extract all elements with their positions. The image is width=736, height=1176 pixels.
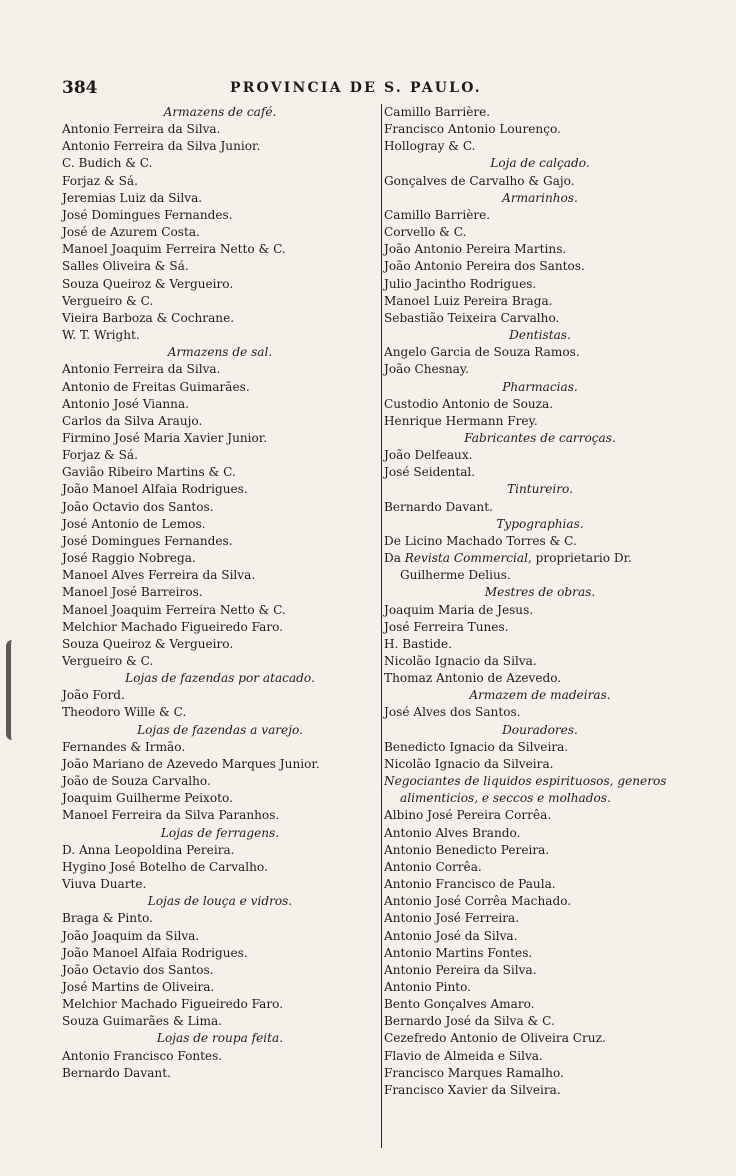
column-divider (381, 104, 382, 1148)
list-item: Joaquim Maria de Jesus. (384, 602, 534, 617)
list-item: C. Budich & C. (62, 156, 153, 171)
list-item (384, 550, 696, 567)
list-item: João Antonio Pereira Martins. (384, 242, 567, 257)
list-item: Manoel Joaquim Ferreira Netto & C. (62, 602, 286, 617)
list-item: H. Bastide. (384, 636, 453, 651)
list-item: João Mariano de Azevedo Marques Junior. (62, 756, 320, 771)
list-item: Albino José Pereira Corrêa. (384, 808, 552, 823)
list-item: Corvello & C. (384, 225, 467, 240)
list-item: Henrique Hermann Frey. (384, 413, 538, 428)
list-item-continuation: Guilherme Delius. (400, 568, 511, 583)
list-item: João Octavio dos Santos. (62, 499, 214, 514)
list-item: João Delfeaux. (384, 448, 473, 463)
list-item: Antonio José da Silva. (384, 928, 518, 943)
list-item: Thomaz Antonio de Azevedo. (384, 671, 562, 686)
list-item: João Chesnay. (384, 362, 469, 377)
list-item: Antonio Francisco de Paula. (384, 877, 556, 892)
section-title: Lojas de roupa feita. (156, 1031, 284, 1046)
section-title: Typographias. (496, 516, 584, 531)
list-item: Camillo Barrière. (384, 105, 491, 119)
list-item: Antonio Ferreira da Silva. (62, 122, 221, 137)
list-item: Custodio Antonio de Souza. (384, 396, 554, 411)
list-item: José Antonio de Lemos. (62, 516, 206, 531)
list-item: José Martins de Oliveira. (62, 979, 215, 994)
section-title: Lojas de louça e vidros. (147, 894, 293, 909)
list-item: Antonio Corrêa. (384, 859, 482, 874)
list-item: Firmino José Maria Xavier Junior. (62, 430, 268, 445)
page-number: 384 (62, 78, 98, 98)
list-item: José Domingues Fernandes. (62, 207, 233, 222)
list-item: José Alves dos Santos. (384, 705, 521, 720)
list-item: Francisco Antonio Lourenço. (384, 122, 561, 137)
right-column (384, 104, 696, 1099)
section-title: Lojas de fazendas a varejo. (137, 722, 303, 737)
list-item: Vergueiro & C. (62, 293, 154, 308)
section-title: Armazens de sal. (167, 345, 273, 360)
list-item: Antonio Ferreira da Silva Junior. (62, 139, 261, 154)
list-item: Julio Jacintho Rodrigues. (384, 276, 537, 291)
list-item: Manoel Joaquim Ferreira Netto & C. (62, 242, 286, 257)
list-item: Antonio Pereira da Silva. (384, 962, 537, 977)
list-item: Melchior Machado Figueiredo Faro. (62, 997, 284, 1012)
list-item: João Octavio dos Santos. (62, 962, 214, 977)
list-item: José Seidental. (384, 465, 476, 480)
binding-mark (6, 640, 25, 740)
section-title: Negociantes de liquidos espirituosos, generos alimenticios, e seccos e molhados. (384, 774, 667, 806)
list-item: Angelo Garcia de Souza Ramos. (384, 345, 580, 360)
list-item: Fernandes & Irmão. (62, 739, 186, 754)
list-item: Vieira Barboza & Cochrane. (62, 310, 235, 325)
list-item: Joaquim Guilherme Peixoto. (62, 791, 233, 806)
list-item: Vergueiro & C. (62, 654, 154, 668)
list-item: Souza Queiroz & Vergueiro. (62, 636, 234, 651)
list-item: Hygino José Botelho de Carvalho. (62, 859, 268, 874)
list-item: Manoel Alves Ferreira da Silva. (62, 568, 256, 583)
section-title: Dentistas. (509, 328, 571, 343)
list-item: João Antonio Pereira dos Santos. (384, 259, 585, 274)
list-item: Antonio José Ferreira. (384, 911, 520, 926)
list-item: Souza Queiroz & Vergueiro. (62, 276, 234, 291)
section-title: Armazem de madeiras. (469, 688, 611, 703)
list-item: Gonçalves de Carvalho & Gajo. (384, 173, 575, 188)
list-item: José Domingues Fernandes. (62, 533, 233, 548)
running-head: PROVINCIA DE S. PAULO. (230, 80, 482, 96)
list-item: José Ferreira Tunes. (384, 619, 509, 634)
list-item: Bernardo Davant. (62, 1065, 171, 1080)
list-item: Flavio de Almeida e Silva. (384, 1048, 543, 1063)
list-item: Nicolão Ignacio da Silveira. (384, 756, 554, 771)
list-item: Antonio Ferreira da Silva. (62, 362, 221, 377)
list-item: Melchior Machado Figueiredo Faro. (62, 619, 284, 634)
list-item: João Manoel Alfaia Rodrigues. (62, 945, 248, 960)
list-item: Benedicto Ignacio da Silveira. (384, 739, 569, 754)
section-title: Armarinhos. (502, 190, 578, 205)
list-item: Antonio de Freitas Guimarães. (62, 379, 250, 394)
list-item: Bernardo José da Silva & C. (384, 1014, 555, 1029)
section-title: Douradores. (502, 722, 578, 737)
list-item: Jeremias Luiz da Silva. (62, 190, 203, 205)
list-item: Antonio Francisco Fontes. (62, 1048, 223, 1063)
list-item: Bento Gonçalves Amaro. (384, 997, 535, 1012)
section-title: Loja de calçado. (490, 156, 590, 171)
list-item: Salles Oliveira & Sá. (62, 259, 189, 274)
list-item: Antonio Pinto. (384, 979, 472, 994)
entry-prefix: Da (384, 551, 405, 566)
list-item: D. Anna Leopoldina Pereira. (62, 842, 235, 857)
list-item: Forjaz & Sá. (62, 173, 138, 188)
list-item: Hollogray & C. (384, 139, 476, 154)
section-title: Lojas de fazendas por atacado. (125, 671, 315, 686)
list-item: Braga & Pinto. (62, 911, 153, 926)
list-item: Nicolão Ignacio da Silva. (384, 654, 537, 668)
list-item: Manoel José Barreiros. (62, 585, 203, 600)
list-item: Cezefredo Antonio de Oliveira Cruz. (384, 1031, 606, 1046)
entry-italic-title: Revista Commercial (404, 551, 528, 566)
list-item: Antonio José Vianna. (62, 396, 190, 411)
list-item: Antonio Martins Fontes. (384, 945, 533, 960)
section-title: Tintureiro. (507, 482, 573, 497)
list-item: Antonio José Corrêa Machado. (384, 894, 572, 909)
list-item: João Manoel Alfaia Rodrigues. (62, 482, 248, 497)
list-item: Manoel Ferreira da Silva Paranhos. (62, 808, 280, 823)
list-item: João Ford. (62, 688, 125, 703)
list-item: W. T. Wright. (62, 328, 140, 343)
list-item: Souza Guimarães & Lima. (62, 1014, 223, 1029)
section-title: Armazens de café. (163, 105, 277, 119)
list-item: Francisco Marques Ramalho. (384, 1065, 564, 1080)
section-title: Lojas de ferragens. (160, 825, 280, 840)
list-item: João de Souza Carvalho. (62, 774, 211, 789)
list-item: De Licino Machado Torres & C. (384, 533, 577, 548)
list-item: José Raggio Nobrega. (62, 551, 196, 566)
list-item: Manoel Luiz Pereira Braga. (384, 293, 553, 308)
list-item: Camillo Barrière. (384, 207, 491, 222)
list-item: Sebastião Teixeira Carvalho. (384, 310, 560, 325)
list-item: Antonio Benedicto Pereira. (384, 842, 550, 857)
list-item: Theodoro Wille & C. (62, 705, 187, 720)
list-item: Francisco Xavier da Silveira. (384, 1082, 561, 1097)
list-item: Gavião Ribeiro Martins & C. (62, 465, 236, 480)
section-title: Pharmacias. (502, 379, 578, 394)
list-item: João Joaquim da Silva. (62, 928, 200, 943)
list-item: Carlos da Silva Araujo. (62, 413, 203, 428)
list-item: José de Azurem Costa. (62, 225, 200, 240)
list-item: Viuva Duarte. (62, 877, 147, 892)
entry-suffix: , proprietario Dr. (527, 551, 632, 566)
list-item: Bernardo Davant. (384, 499, 493, 514)
list-item: Forjaz & Sá. (62, 448, 138, 463)
section-title: Fabricantes de carroças. (464, 430, 616, 445)
left-column (62, 104, 378, 1082)
section-title: Mestres de obras. (484, 585, 596, 600)
list-item: Antonio Alves Brando. (384, 825, 521, 840)
